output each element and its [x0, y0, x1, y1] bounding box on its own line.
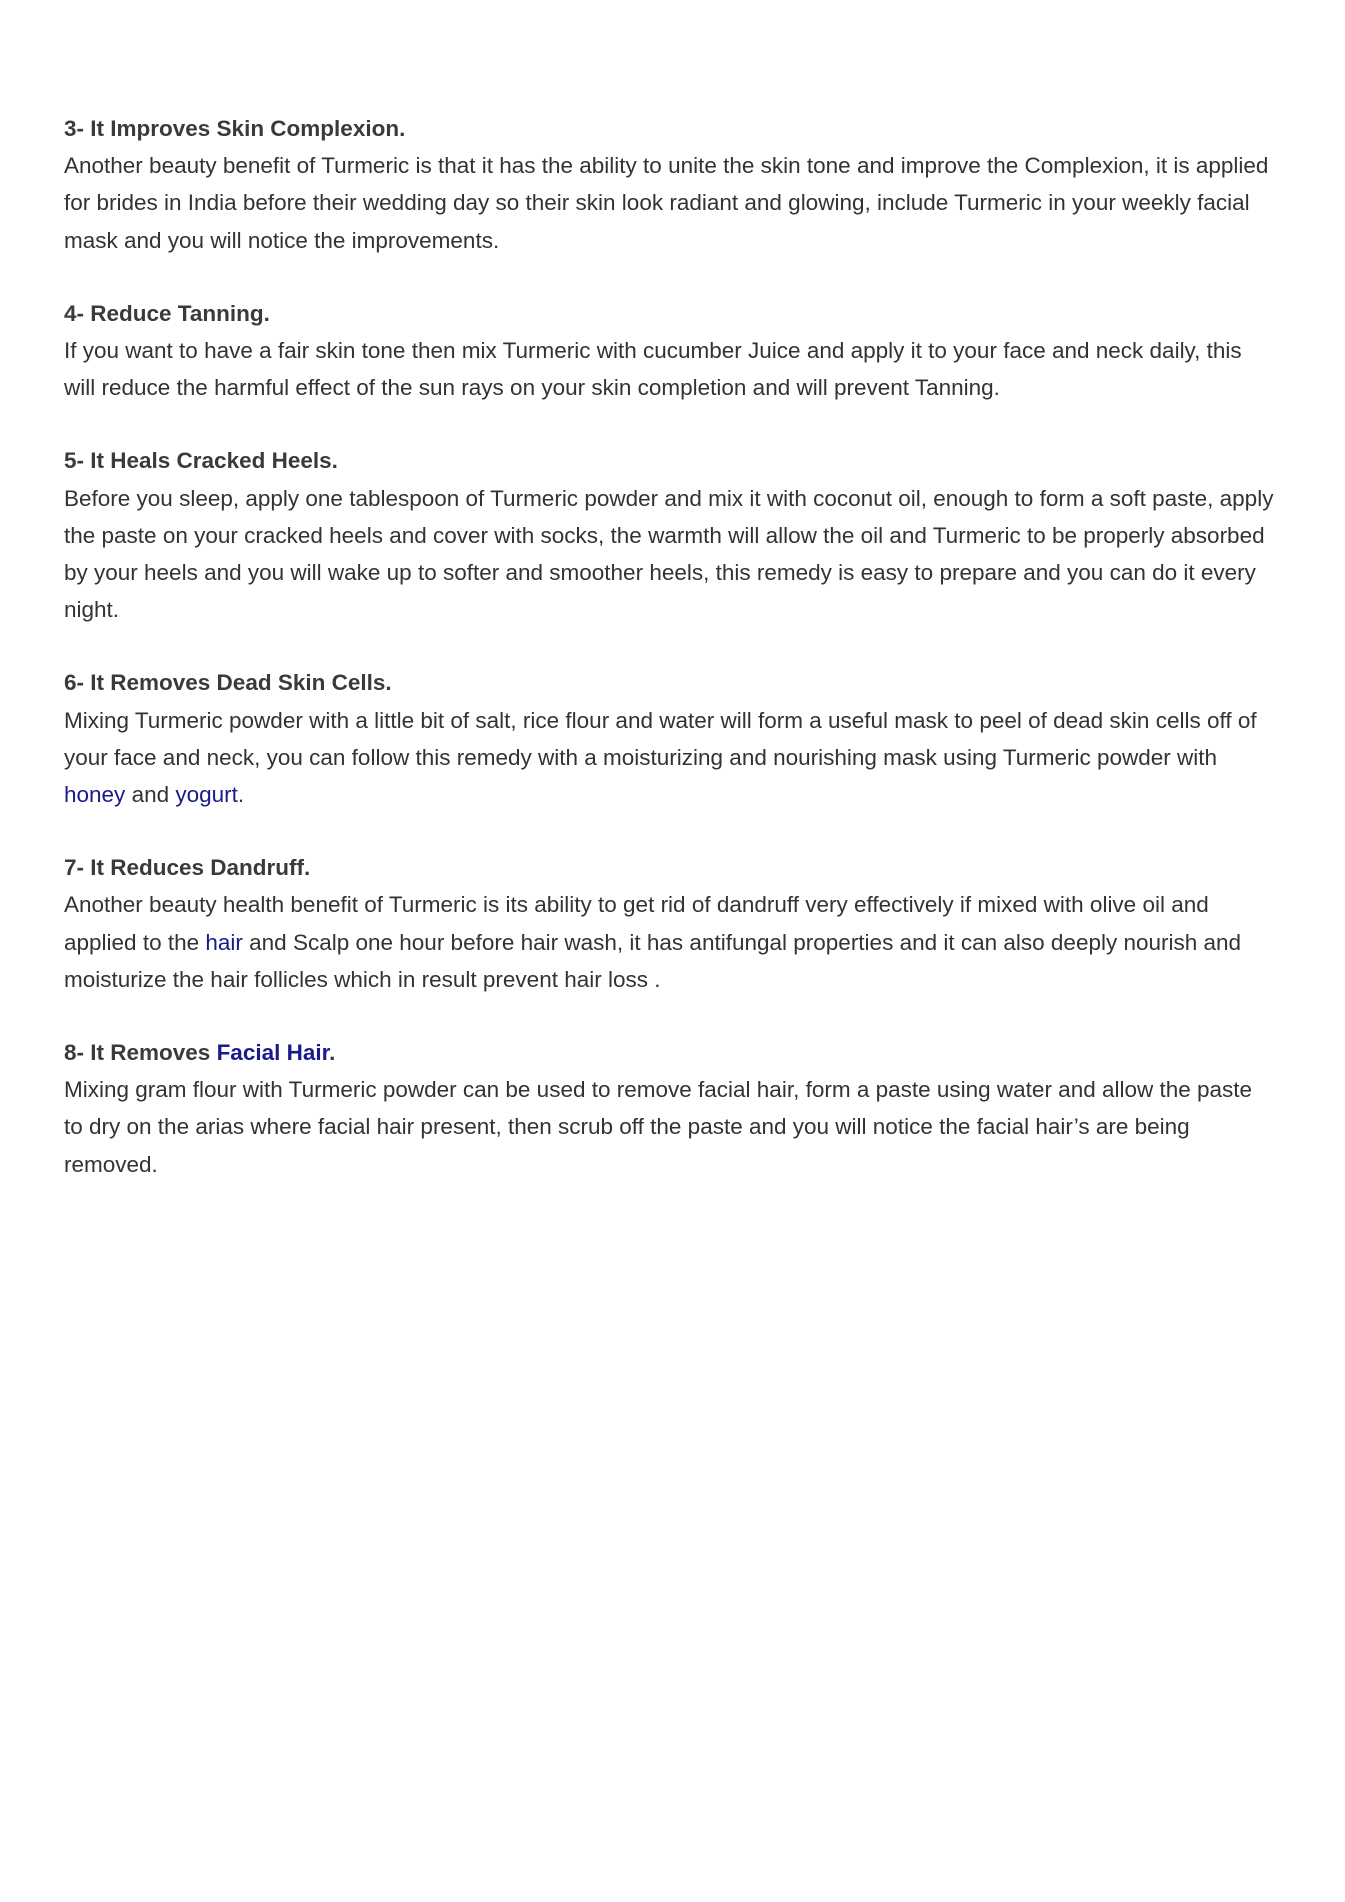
- document-page: [64, 110, 1274, 1219]
- section-skin-complexion: [64, 110, 1274, 259]
- body-text: Mixing Turmeric powder with a little bit of salt, rice flour and water will form a useful mask to peel of dead skin cells off of your face and neck, you can follow this remedy with a moisturizing and nourishing mask using Turmeric powder with: [64, 707, 1257, 770]
- body-text: and: [125, 782, 176, 808]
- section-body: Before you sleep, apply one tablespoon of Turmeric powder and mix it with coconut oil, enough to form a soft paste, apply the paste on your cracked heels and cover with socks, the warmth will allow the oil and Turmeric to be properly absorbed by your heels and you will wake up to softer and smoother heels, this remedy is easy to prepare and you can do it every night.: [64, 485, 1274, 623]
- heading-text: 8- It Removes: [64, 1040, 217, 1066]
- section-body: Mixing gram flour with Turmeric powder can be used to remove facial hair, form a paste using water and allow the paste to dry on the arias where facial hair present, then scrub off the paste and you will notice the facial hair’s are being removed.: [64, 1077, 1253, 1177]
- heading-text: .: [329, 1040, 336, 1066]
- yogurt-link[interactable]: yogurt: [175, 782, 238, 808]
- body-text: .: [237, 782, 245, 808]
- section-heading: [64, 1034, 1274, 1071]
- section-body: Another beauty benefit of Turmeric is that it has the ability to unite the skin tone and improve the Complexion, it is applied for brides in India before their wedding day so their skin look radiant and glowing, include Turmeric in your weekly facial mask and you will notice the improvements.: [64, 153, 1269, 253]
- section-body: [64, 702, 1274, 814]
- hair-link[interactable]: hair: [205, 929, 243, 955]
- section-facial-hair: [64, 1034, 1274, 1183]
- section-heading: 4- Reduce Tanning.: [64, 300, 270, 326]
- body-text: and Scalp one hour before hair wash, it has antifungal properties and it can also deeply nourish and moisturize the hair follicles which in result prevent hair loss .: [64, 929, 1242, 992]
- section-body: If you want to have a fair skin tone then mix Turmeric with cucumber Juice and apply it to your face and neck daily, this will reduce the harmful effect of the sun rays on your skin completion and will prevent Tanning.: [64, 338, 1242, 401]
- section-cracked-heels: [64, 442, 1274, 628]
- section-dead-skin-cells: [64, 664, 1274, 813]
- section-heading: 7- It Reduces Dandruff.: [64, 855, 311, 881]
- facial-hair-link[interactable]: Facial Hair: [216, 1040, 330, 1066]
- honey-link[interactable]: honey: [64, 782, 126, 808]
- section-heading: 6- It Removes Dead Skin Cells.: [64, 670, 392, 696]
- section-heading: 5- It Heals Cracked Heels.: [64, 448, 338, 474]
- section-reduce-tanning: [64, 295, 1274, 407]
- section-heading: 3- It Improves Skin Complexion.: [64, 116, 406, 141]
- body-text: Another beauty health benefit of Turmeric is its ability to get rid of dandruff very effectively if mixed with olive oil and applied to the: [64, 892, 1209, 955]
- section-dandruff: [64, 849, 1274, 998]
- section-body: [64, 886, 1274, 998]
